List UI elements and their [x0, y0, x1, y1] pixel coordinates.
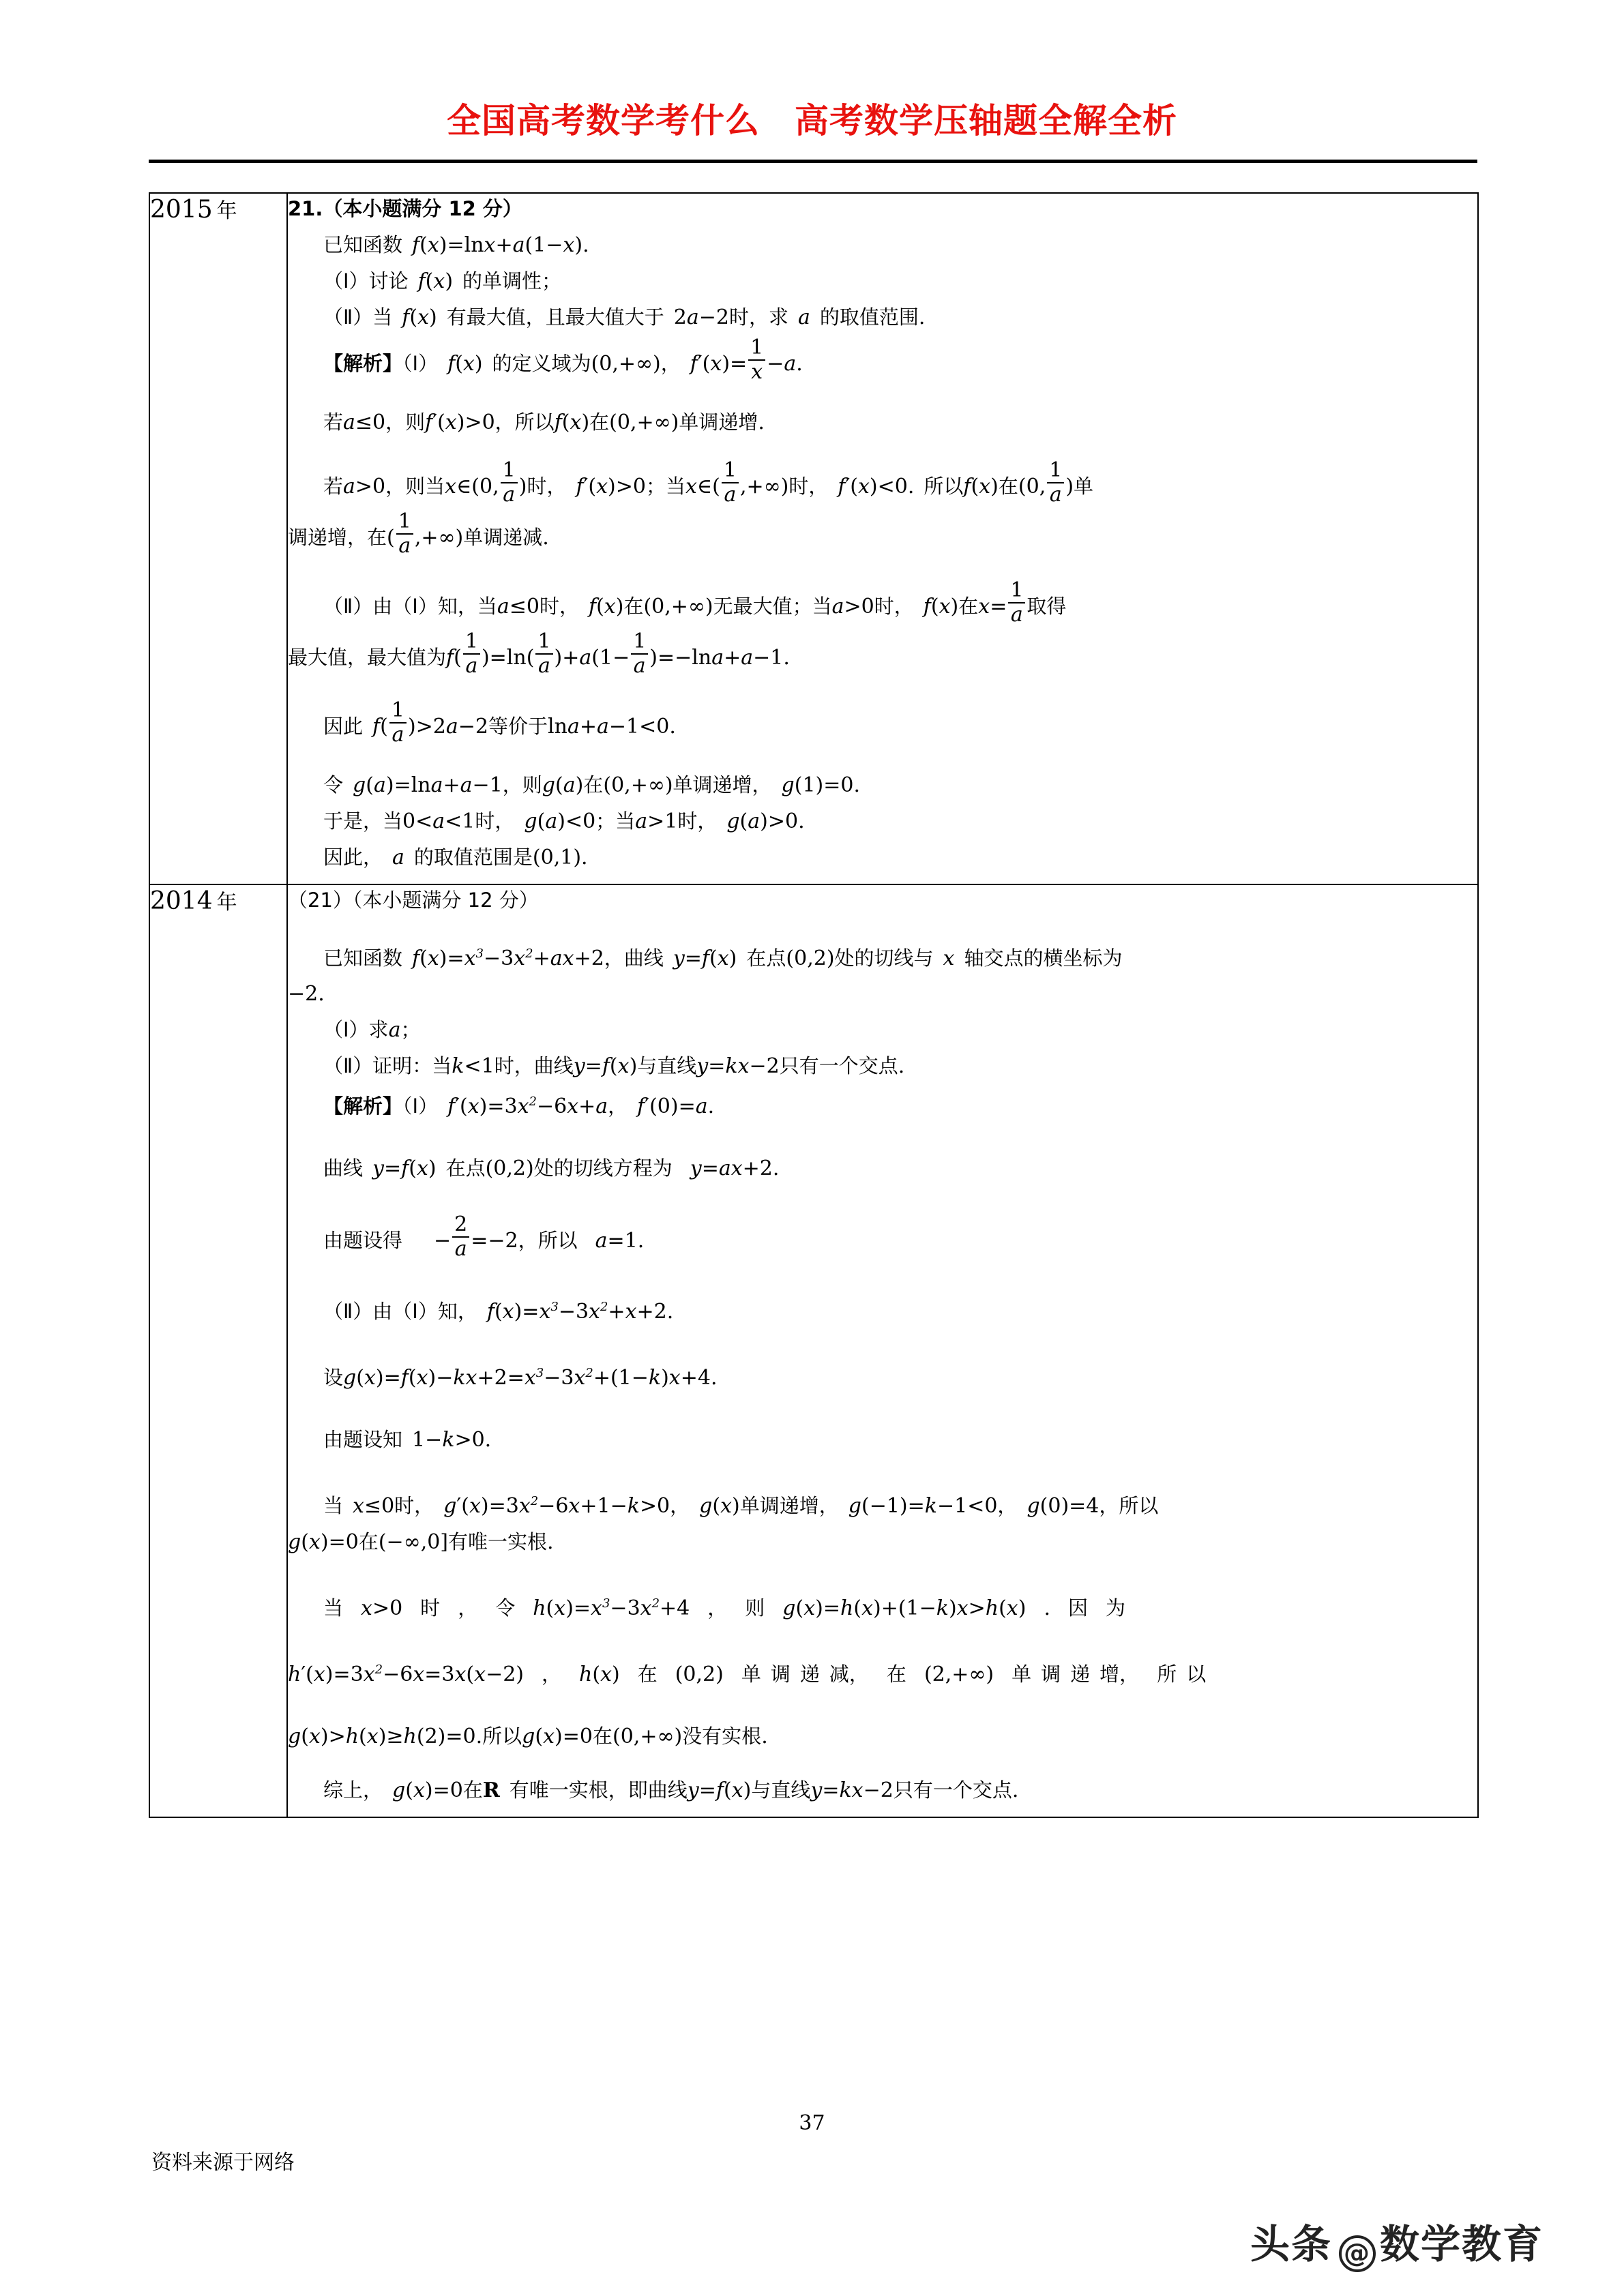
table-row — [149, 884, 1478, 1817]
solution-no-root-pos-2014: g(x)>h(x)≥h(2)=0.所以g(x)=0在(0,+∞)没有实根. — [288, 1725, 768, 1748]
problem-part-2-2014: （Ⅱ）证明：当k<1时，曲线y=f(x)与直线y=kx−2只有一个交点. — [323, 1054, 905, 1078]
problem-body-2014 — [287, 884, 1478, 1817]
problem-statement-given-2014-cont: −2. — [288, 982, 325, 1006]
solution-case-x-nonpositive-2014: 当 x≤0时， $g'(x)=3x^2-6x+1-k>0$， g(x)单调递增， g(−1)=k−1<0， g(0)=4，所以 — [323, 1494, 1159, 1518]
exam-problems-table — [149, 192, 1479, 1818]
year-unit: 年 — [216, 199, 237, 223]
problem-body-2015 — [287, 193, 1478, 884]
problem-statement-given-2014: 已知函数 $f(x)=x^3-3x^2+ax+2$，曲线 y=f(x) 在点(0,2)处的切线与 x 轴交点的横坐标为 — [323, 946, 1123, 970]
solution-unique-root-neg-2014: g(x)=0在(−∞,0]有唯一实根. — [288, 1530, 554, 1554]
solution-line-a-positive-cont: 调递增，在( $\frac{1}{a}$ ,+∞)单调递减. — [288, 509, 549, 558]
page-title: 全国高考数学考什么 高考数学压轴题全解全析 — [447, 101, 1177, 140]
solution-part-2-2015: （Ⅱ）由（Ⅰ）知，当a≤0时， f(x)在(0,+∞)无最大值；当a>0时， f(x)在x= $\frac{1}{a}$ 取得 — [323, 578, 1067, 627]
problem-marks: （本小题满分 12 分） — [323, 197, 522, 220]
problem-part-2: （Ⅱ）当 f(x) 有最大值，且最大值大于 2a−2时，求 a 的取值范围. — [323, 305, 926, 329]
solution-h-derivative-2014: $h'(x)=3x^2-6x=3x(x-2)$ ， h(x) 在 (0,2) 单 调 递 减， 在 (2,+∞) 单 调 递 增， 所 以 — [288, 1663, 1207, 1686]
watermark — [1250, 2212, 1544, 2272]
year-unit: 年 — [216, 891, 237, 914]
problem-number: 21. — [288, 197, 323, 220]
solution-tangent-line-2014: 曲线 y=f(x) 在点(0,2)处的切线方程为 y=ax+2. — [323, 1157, 780, 1180]
solution-max-value-2015: 最大值，最大值为f( $\frac{1}{a}$ )=ln( $\frac{1}{a}$ )+a(1− $\frac{1}{a}$ )=−lna+a−1. — [288, 629, 790, 678]
year-cell-2014 — [149, 884, 287, 1817]
problem-marks: （本小题满分 12 分） — [352, 889, 539, 912]
year-number: 2015 — [150, 196, 213, 224]
solution-define-g-2014: 设$g(x)=f(x)-kx+2=x^3-3x^2+(1-k)x+4$. — [323, 1366, 718, 1390]
problem-header-2015 — [288, 194, 1477, 224]
header-divider — [149, 160, 1477, 163]
solution-equivalence-2015: 因此 f( $\frac{1}{a}$ )>2a−2等价于lna+a−1<0. — [323, 698, 676, 747]
solution-case-x-positive-2014: 当 x>0 时 ， 令 $h(x)=x^3-3x^2+4$ ， 则 g(x)=h(x)+(1−k)x>h(x) . 因 为 — [323, 1596, 1126, 1620]
year-number: 2014 — [150, 887, 213, 915]
fraction-two-over-a: $\frac{2}{a}$ — [452, 1214, 469, 1259]
solution-conclusion-2014: 综上， g(x)=0在R 有唯一实根，即曲线y=f(x)与直线y=kx−2只有一个交点. — [323, 1778, 1019, 1802]
watermark-account: 数学教育 — [1379, 2221, 1544, 2267]
problem-part-1-2014: （Ⅰ）求a； — [323, 1018, 421, 1042]
solution-condition-k-2014: 由题设知 1−k>0. — [323, 1428, 492, 1452]
year-cell-2015 — [149, 193, 287, 884]
problem-number: （21） — [288, 889, 353, 912]
solution-line-a-positive: 若a>0，则当x∈(0, $\frac{1}{a}$ )时， f′(x)>0；当x∈( $\frac{1}{a}$ ,+∞)时， f′(x)<0. 所以f(x)在(0, $\frac{1}{a}$ )单 — [323, 458, 1094, 507]
solution-conclusion-2015: 因此， a 的取值范围是(0,1). — [323, 846, 588, 869]
problem-header-2014 — [288, 885, 1477, 916]
page-header — [0, 102, 1624, 140]
page-number: 37 — [799, 2111, 825, 2135]
fraction-one-over-x: $\frac{1}{x}$ — [748, 337, 765, 383]
problem-part-1: （Ⅰ）讨论 f(x) 的单调性； — [323, 269, 562, 293]
solution-header-2014: 【解析】（Ⅰ） $f'(x)=3x^2-6x+a$， f′(0)=a. — [323, 1094, 715, 1118]
solution-line-a-nonpositive: 若a≤0，则f′(x)>0，所以f(x)在(0,+∞)单调递增. — [323, 411, 765, 434]
solution-define-g-2015: 令 g(a)=lna+a−1，则g(a)在(0,+∞)单调递增， g(1)=0. — [323, 773, 861, 797]
source-note: 资料来源于网络 — [151, 2151, 295, 2175]
solution-header-2015: 【解析】（Ⅰ） f(x) 的定义域为(0,+∞)， f′(x)= $\frac{1}{x}$ −a. — [323, 336, 803, 384]
watermark-platform: 头条 — [1250, 2221, 1332, 2267]
table-row — [149, 193, 1478, 884]
at-icon: @ — [1339, 2235, 1376, 2272]
problem-statement-given: 已知函数 f(x)=lnx+a(1−x). — [323, 233, 589, 257]
solution-cases-g-2015: 于是，当0<a<1时， g(a)<0；当a>1时， g(a)>0. — [323, 809, 805, 833]
solution-part-2-2014: （Ⅱ）由（Ⅰ）知， $f(x)=x^3-3x^2+x+2$. — [323, 1300, 674, 1324]
solution-solve-a-2014: 由题设得 − $\frac{2}{a}$ =−2，所以 a=1. — [323, 1212, 645, 1261]
